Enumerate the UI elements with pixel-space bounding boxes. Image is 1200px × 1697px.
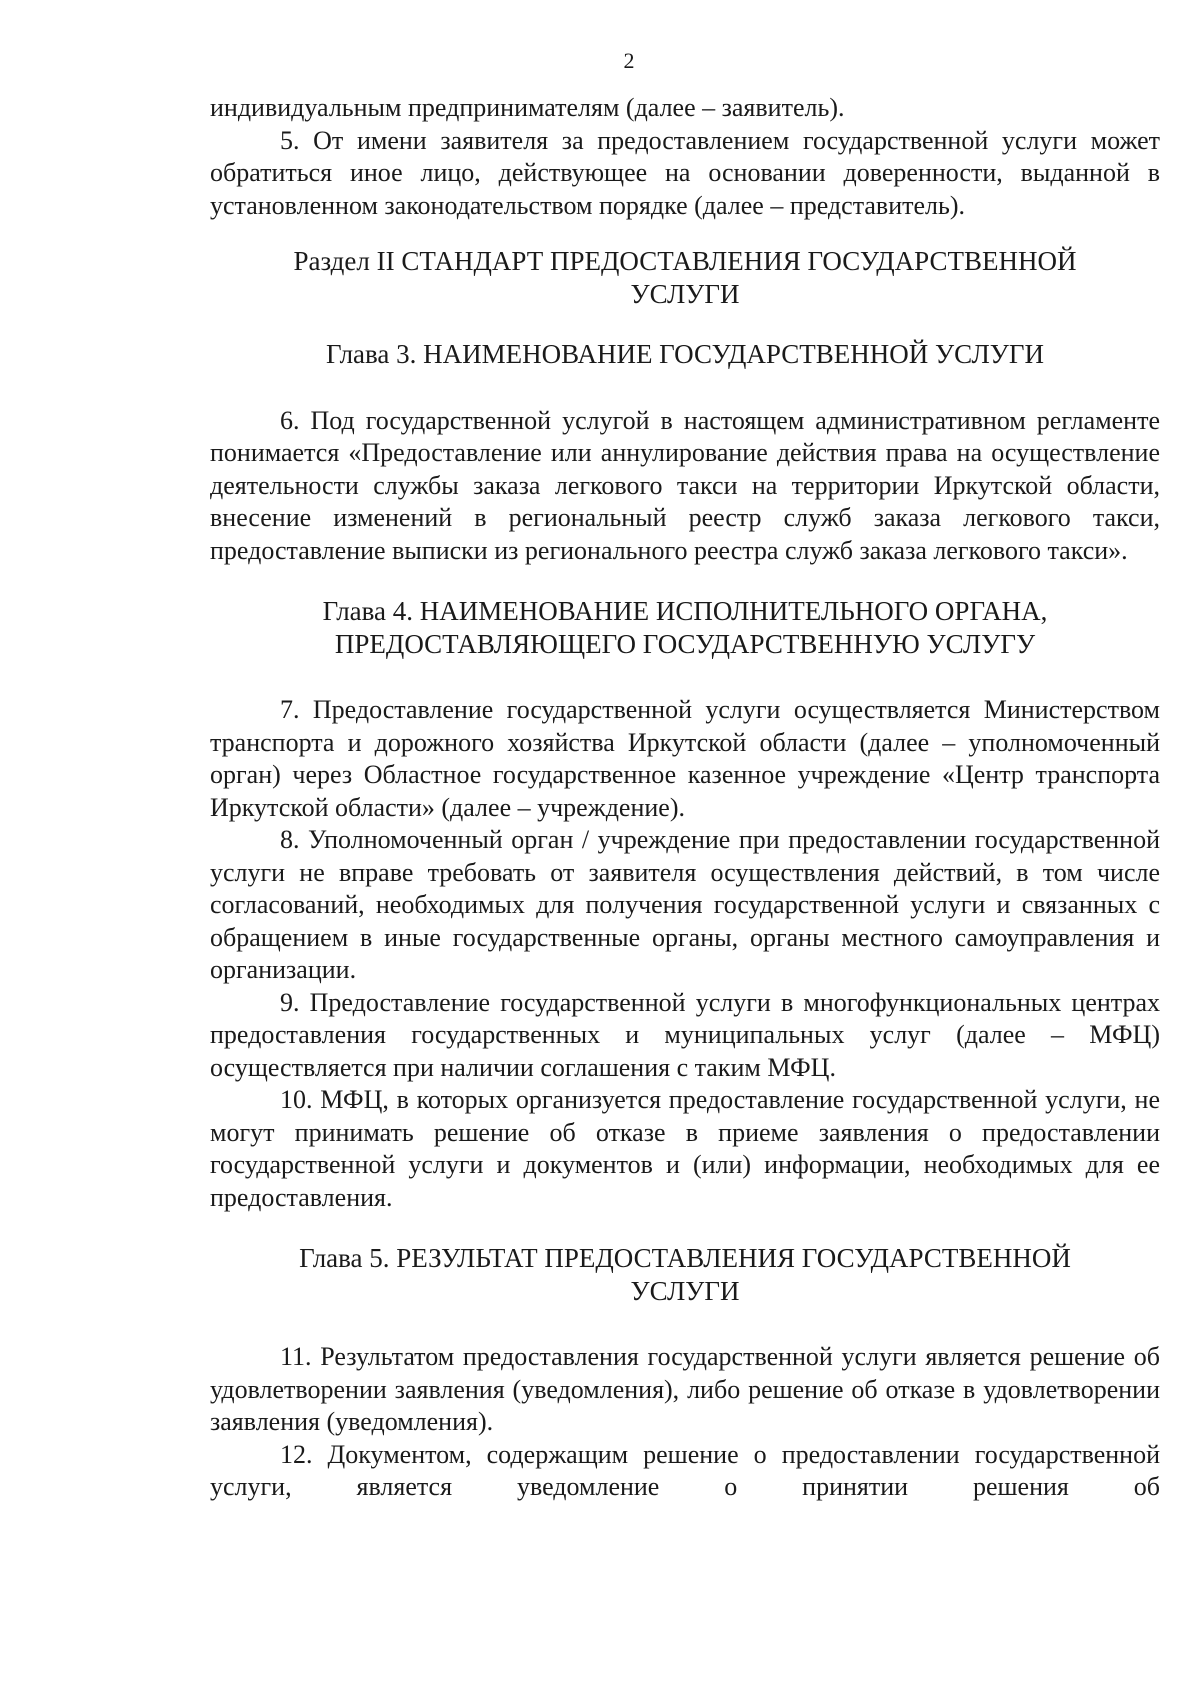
chapter-heading-line: Глава 3. НАИМЕНОВАНИЕ ГОСУДАРСТВЕННОЙ УСЛУГИ [325,339,1044,369]
section-heading-line: Раздел II СТАНДАРТ ПРЕДОСТАВЛЕНИЯ ГОСУДАРСТВЕННОЙ [293,246,1077,276]
paragraph-6: 6. Под государственной услугой в настоящем административном регламенте понимается «Предоставление или аннулирование действия права на осуществление деятельности службы заказа легкового такси на территории Иркутской области, внесение изменений в региональный реестр служб заказа легкового такси, предоставление выписки из регионального реестра служб заказа легкового такси». [210,405,1160,565]
paragraph-continuation: индивидуальным предпринимателям (далее – заявитель). [210,93,845,122]
page-number: 2 [623,48,635,73]
chapter-heading-line: ПРЕДОСТАВЛЯЮЩЕГО ГОСУДАРСТВЕННУЮ УСЛУГУ [334,628,1036,659]
paragraph-8: 8. Уполномоченный орган / учреждение при предоставлении государственной услуги не вправе требовать от заявителя осуществления действий, в том числе согласований, необходимых для получения государственной услуги и связанных с обращением в иные государственные органы, органы местного самоуправления и организации. [210,825,1160,984]
paragraph-12: 12. Документом, содержащим решение о предоставлении государственной услуги, является уведомление о принятии решения об [210,1439,1160,1501]
chapter-heading-line: Глава 5. РЕЗУЛЬТАТ ПРЕДОСТАВЛЕНИЯ ГОСУДАРСТВЕННОЙ [299,1243,1071,1273]
chapter-5-heading [210,1242,1160,1307]
paragraph-9: 9. Предоставление государственной услуги в многофункциональных центрах предоставления государственных и муниципальных услуг (далее – МФЦ) осуществляется при наличии соглашения с таким МФЦ. [210,987,1160,1082]
document-body [210,92,1160,1504]
section-heading-line: УСЛУГИ [630,278,740,309]
paragraph-5: 5. От имени заявителя за предоставлением государственной услуги может обратиться иное лицо, действующее на основании доверенности, выданной в установленном законодательством порядке (далее – представитель). [210,125,1160,220]
paragraph-11: 11. Результатом предоставления государственной услуги является решение об удовлетворении заявления (уведомления), либо решение об отказе в удовлетворении заявления (уведомления). [210,1342,1160,1436]
paragraph-10: 10. МФЦ, в которых организуется предоставление государственной услуги, не могут принимать решение об отказе в приеме заявления о предоставлении государственной услуги и документов и (или) информации, необходимых для ее предоставления. [210,1085,1160,1212]
chapter-4-heading [210,595,1160,660]
chapter-heading-line: Глава 4. НАИМЕНОВАНИЕ ИСПОЛНИТЕЛЬНОГО ОРГАНА, [322,596,1048,626]
paragraph-7: 7. Предоставление государственной услуги осуществляется Министерством транспорта и дорожного хозяйства Иркутской области (далее – уполномоченный орган) через Областное государственное казенное учреждение «Центр транспорта Иркутской области» (далее – учреждение). [210,695,1160,822]
section-heading [210,245,1160,310]
chapter-3-heading [210,338,1160,371]
chapter-heading-line: УСЛУГИ [630,1275,740,1306]
